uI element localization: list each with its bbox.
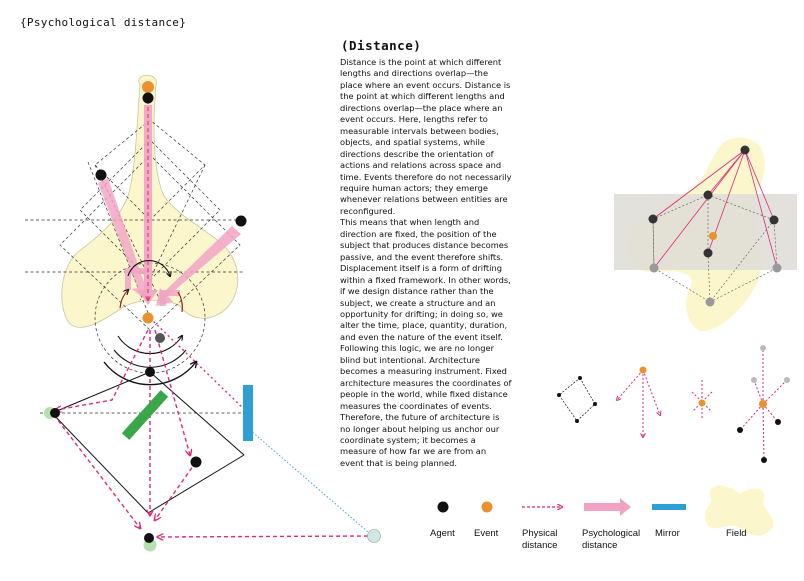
variant-diagrams: [557, 345, 790, 463]
page-title: {Psychological distance}: [20, 16, 187, 29]
legend-event-label: Event: [474, 528, 499, 539]
mirror-bar: [243, 385, 253, 441]
legend-agent-icon: [438, 502, 449, 513]
grey-plane: [614, 194, 797, 270]
mirror-link: [250, 430, 368, 532]
paragraph-4: Therefore, the future of architecture is no longer about helping us anchor our coordinate system; it becomes a measure of how far we are from an event that is being planned.: [340, 412, 500, 468]
legend-mirror-icon: [652, 504, 686, 510]
main-diagram: [25, 75, 381, 551]
legend-field-label: Field: [726, 528, 747, 539]
right-diagram: [614, 138, 797, 332]
paragraph-2: This means that when length and direction are fixed, the position of the subject that produces distance becomes passive, and the event therefore shifts. Displacement itself is a form of drifting within a fixed framework. In other words, if we design distance rather than the subject, we create a structure and an opportunity for drifting; in doing so, we alter the time, place, quantity, duration, and even the nature of the event itself.: [340, 217, 511, 342]
lower-diamond: [52, 372, 245, 540]
legend-psych-icon: [584, 498, 631, 516]
legend-mirror-label: Mirror: [655, 528, 680, 539]
paragraph-1: Distance is the point at which different lengths and directions overlap—the place where an event occurs. Distance is the point at which different lengths and directions overlap—the place where an event occurs. Here, lengths refer to measurable intervals between bodies, objects, and spatial systems, while directions describe the orientation of actions and relations across space and time. Events therefore do not necessarily require human actors; they emerge whenever relations between entities are reconfigured.: [340, 57, 512, 216]
variant-fan: [617, 370, 660, 437]
paragraph-3: Following this logic, we are no longer blind but intentional. Architecture becomes a measuring instrument. Fixed architecture measures the coordinates of people in the world, while fixed distance measures the coordinates of events.: [340, 343, 512, 411]
section-title: (Distance): [341, 38, 422, 53]
variant-quad: [557, 376, 597, 423]
green-bar: [122, 390, 168, 440]
legend-agent-label: Agent: [430, 528, 455, 539]
legend-physical-label: Physical distance: [522, 528, 558, 551]
legend-event-icon: [482, 502, 493, 513]
legend-psych-label: Psychological distance: [582, 528, 641, 551]
